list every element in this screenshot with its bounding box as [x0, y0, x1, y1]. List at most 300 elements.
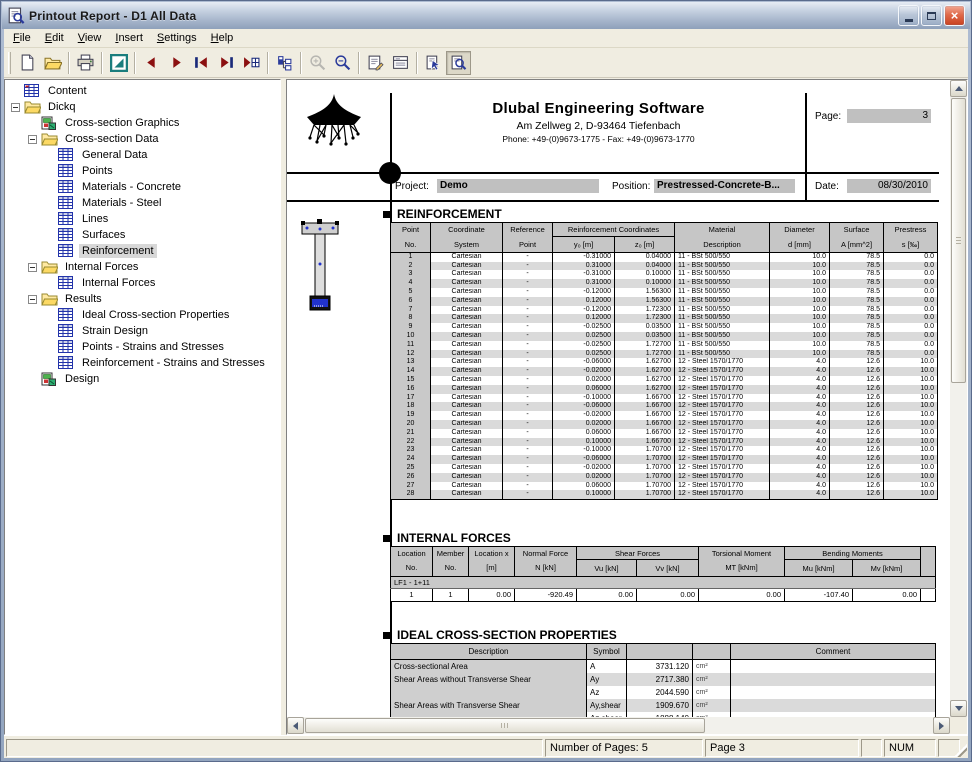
table-cell: 12 - Steel 1570/1770	[675, 482, 770, 491]
table-cell: -0.06000	[553, 455, 615, 464]
table-cell: 0.0	[884, 323, 938, 332]
table-row	[391, 482, 938, 491]
toolbar-grip[interactable]	[8, 52, 11, 74]
table-cell: 12 - Steel 1570/1770	[675, 429, 770, 438]
table-cell: 11 - BSt 500/550	[675, 297, 770, 306]
table-cell: 0.0	[884, 253, 938, 262]
table-cell: 6	[391, 297, 431, 306]
toolbar-separator	[416, 52, 418, 74]
table-cell: 10.0	[770, 332, 830, 341]
table-cell: 12 - Steel 1570/1770	[675, 446, 770, 455]
minimize-icon	[905, 19, 913, 22]
table-cell: 11	[391, 341, 431, 350]
table-cell: Cartesian	[431, 279, 503, 288]
tree-item-label: Strain Design	[82, 325, 149, 337]
table-cell: 2	[391, 262, 431, 271]
table-row	[391, 589, 936, 602]
table-cell: 0.10000	[553, 490, 615, 499]
preview-mode-icon	[450, 54, 467, 71]
collapse-expander-icon[interactable]	[28, 135, 37, 144]
table-cell: 1.70700	[615, 446, 675, 455]
vertical-scrollbar[interactable]	[950, 80, 967, 717]
menu-help[interactable]: Help	[210, 32, 234, 44]
table-row	[391, 464, 938, 473]
table-cell: 12.6	[830, 490, 884, 499]
horizontal-scrollbar[interactable]	[287, 717, 950, 734]
zoom-in-icon	[309, 54, 326, 71]
scroll-right-button[interactable]	[933, 717, 950, 734]
table-cell: 12.6	[830, 464, 884, 473]
table-cell: 12 - Steel 1570/1770	[675, 411, 770, 420]
table-icon	[58, 340, 75, 354]
table-cell: Cartesian	[431, 253, 503, 262]
table-cell: Ay,shear	[587, 699, 627, 712]
table-cell: 1.56300	[615, 297, 675, 306]
table-cell: Cartesian	[431, 358, 503, 367]
table-cell: -	[503, 402, 553, 411]
tree-item-label: Materials - Steel	[82, 197, 162, 209]
table-cell: 0.0	[884, 332, 938, 341]
table-cell: Cartesian	[431, 332, 503, 341]
folder-icon	[41, 292, 58, 306]
table-cell: 4.0	[770, 464, 830, 473]
table-cell: -	[503, 385, 553, 394]
table-cell: 8	[391, 314, 431, 323]
table-cell: -	[503, 306, 553, 315]
tree-item-general-data[interactable]	[5, 147, 280, 163]
arrow-right-icon	[939, 722, 944, 730]
table-row	[391, 341, 938, 350]
dlubal-logo	[297, 93, 371, 155]
menu-file[interactable]: File	[13, 32, 31, 44]
nav-first-button[interactable]	[189, 51, 214, 75]
nav-back-button[interactable]	[139, 51, 164, 75]
table-cell: 1	[391, 253, 431, 262]
table-cell: 12.6	[830, 482, 884, 491]
table-cell: 5	[391, 288, 431, 297]
page-setup-button[interactable]	[388, 51, 413, 75]
table-cell: 12.6	[830, 411, 884, 420]
report-page	[287, 80, 953, 721]
table-cell	[921, 589, 936, 602]
select-mode-icon	[425, 54, 442, 71]
scroll-left-button[interactable]	[287, 717, 304, 734]
properties-icon	[367, 54, 384, 71]
table-cell: Cross-sectional Area	[391, 660, 587, 674]
table-cell: 10.0	[770, 314, 830, 323]
table-cell: 4.0	[770, 482, 830, 491]
table-cell: 12 - Steel 1570/1770	[675, 420, 770, 429]
arrow-up-icon	[955, 86, 963, 91]
table-cell: 3731.120	[627, 660, 693, 674]
window-title: Printout Report - D1 All Data	[29, 8, 197, 23]
tree-item-label: Points	[82, 165, 113, 177]
table-red-icon	[24, 84, 41, 98]
table-cell: -	[503, 429, 553, 438]
table-cell: 23	[391, 446, 431, 455]
table-cell: 78.5	[830, 253, 884, 262]
graphics-view-icon	[110, 54, 128, 72]
table-cell: 9	[391, 323, 431, 332]
nav-last-button[interactable]	[214, 51, 239, 75]
table-cell: 12.6	[830, 385, 884, 394]
table-cell: -	[503, 358, 553, 367]
table-cell: 0.10000	[553, 438, 615, 447]
nav-forward-button[interactable]	[164, 51, 189, 75]
table-cell: 0.0	[884, 350, 938, 359]
select-mode-button[interactable]	[421, 51, 446, 75]
tree-item-reinforcement[interactable]	[5, 243, 280, 259]
vertical-scroll-thumb[interactable]	[951, 98, 966, 383]
table-cell: 0.12000	[553, 314, 615, 323]
load-case-group-row: LF1 - 1+11	[391, 577, 936, 589]
table-cell: 1.66700	[615, 420, 675, 429]
page-number-field: 3	[847, 109, 931, 123]
preview-mode-button[interactable]	[446, 51, 471, 75]
table-row	[391, 490, 938, 499]
close-button[interactable]	[944, 5, 965, 26]
table-cell: 78.5	[830, 279, 884, 288]
table-cell: -0.12000	[553, 306, 615, 315]
table-row	[391, 306, 938, 315]
report-viewport	[286, 79, 968, 735]
table-cell: Cartesian	[431, 350, 503, 359]
tree-item-label: Internal Forces	[65, 261, 139, 273]
table-cell: 16	[391, 385, 431, 394]
tree-item-label: Surfaces	[82, 229, 126, 241]
tree-item-label: Lines	[82, 213, 109, 225]
table-cell: Cartesian	[431, 438, 503, 447]
table-cell: 12.6	[830, 455, 884, 464]
table-row	[391, 673, 936, 686]
tree-item-content[interactable]	[5, 83, 280, 99]
table-icon	[58, 212, 75, 226]
arrow-left-icon	[293, 722, 298, 730]
table-cell: 11 - BSt 500/550	[675, 306, 770, 315]
ideal-properties-table: Description Symbol Comment Cross-sectional Area A 3731.120 cm² Shear Areas without Transverse Shear Ay 2717.380 cm² Az 2044.590 cm² Shear Areas with Transverse Shear Ay,shear 1909.670 cm²	[390, 643, 936, 721]
table-cell: 11 - BSt 500/550	[675, 253, 770, 262]
table-cell: 4.0	[770, 358, 830, 367]
table-cell: 11 - BSt 500/550	[675, 279, 770, 288]
tree-item-cross-section-data[interactable]	[5, 131, 280, 147]
nav-back-icon	[143, 54, 160, 71]
scroll-down-button[interactable]	[950, 700, 967, 717]
menu-view[interactable]: View	[77, 32, 102, 44]
table-cell: 10.0	[884, 429, 938, 438]
print-preview-window-icon	[7, 7, 25, 25]
table-cell: -	[503, 367, 553, 376]
table-cell: -	[503, 482, 553, 491]
menu-settings[interactable]: Settings	[156, 32, 197, 44]
table-cell: 1.70700	[615, 464, 675, 473]
tree-item-lines[interactable]	[5, 211, 280, 227]
table-cell: 12 - Steel 1570/1770	[675, 402, 770, 411]
table-cell: 10.0	[770, 350, 830, 359]
tree-item-internal-forces[interactable]	[5, 259, 280, 275]
table-cell: 0.04000	[615, 262, 675, 271]
tree-item-materials-concrete[interactable]	[5, 179, 280, 195]
table-cell: Cartesian	[431, 270, 503, 279]
table-cell: 1.66700	[615, 394, 675, 403]
nav-forward-icon	[168, 54, 185, 71]
table-cell: 1.66700	[615, 411, 675, 420]
table-cell: 78.5	[830, 350, 884, 359]
table-cell: -	[503, 332, 553, 341]
tree-item-surfaces[interactable]	[5, 227, 280, 243]
table-icon	[58, 164, 75, 178]
table-cell: 10.0	[884, 385, 938, 394]
table-cell: -	[503, 455, 553, 464]
table-cell: 4.0	[770, 367, 830, 376]
table-cell: 17	[391, 394, 431, 403]
tree-item-design[interactable]	[5, 371, 280, 387]
table-cell: 11 - BSt 500/550	[675, 288, 770, 297]
table-cell: 12 - Steel 1570/1770	[675, 490, 770, 499]
table-cell: 1.62700	[615, 376, 675, 385]
table-row	[391, 473, 938, 482]
table-cell: 18	[391, 402, 431, 411]
table-cell: -0.02000	[553, 367, 615, 376]
table-cell: 4.0	[770, 411, 830, 420]
table-cell: 4.0	[770, 385, 830, 394]
table-cell: 10.0	[884, 464, 938, 473]
table-cell: -0.12000	[553, 288, 615, 297]
status-current-page-panel: Page 3	[705, 739, 859, 757]
table-cell: 1.70700	[615, 473, 675, 482]
table-cell: 10.0	[884, 473, 938, 482]
table-cell: 0.0	[884, 314, 938, 323]
table-cell: 10.0	[770, 297, 830, 306]
tree-item-cross-section-graphics[interactable]	[5, 115, 280, 131]
horizontal-scroll-thumb[interactable]	[305, 718, 705, 733]
tree-item-points-strains-and-stresses[interactable]	[5, 339, 280, 355]
section-title-ideal-properties: IDEAL CROSS-SECTION PROPERTIES	[383, 628, 617, 642]
project-field: Demo	[437, 179, 599, 193]
tree-item-label: Content	[48, 85, 87, 97]
table-cell: Cartesian	[431, 420, 503, 429]
table-cell: 0.02500	[553, 350, 615, 359]
table-cell: 0.31000	[553, 279, 615, 288]
table-cell: 2044.590	[627, 686, 693, 699]
table-cell: 0.04000	[615, 253, 675, 262]
table-cell: 10.0	[884, 455, 938, 464]
table-icon	[58, 196, 75, 210]
tree-item-ideal-cross-section-properties[interactable]	[5, 307, 280, 323]
table-cell: Cartesian	[431, 482, 503, 491]
properties-button[interactable]	[363, 51, 388, 75]
company-block	[392, 100, 805, 144]
table-cell: 12.6	[830, 367, 884, 376]
scroll-up-button[interactable]	[950, 80, 967, 97]
tree-item-strain-design[interactable]	[5, 323, 280, 339]
table-row	[391, 385, 938, 394]
table-row	[391, 367, 938, 376]
table-cell: 12 - Steel 1570/1770	[675, 473, 770, 482]
table-cell: 0.0	[884, 262, 938, 271]
table-cell: -	[503, 262, 553, 271]
internal-forces-table: Location Member Location x Normal Force Shear Forces Torsional Moment Bending Moments No. No. [m] N [kN] Vu [kN] Vv [kN] MT [kNm] Mu [kNm] Mv [kNm] LF1 - 1+11 1 1 0.00 -920.49 0.00 0.00 0.00 -107.40 0.00	[390, 546, 936, 602]
table-cell: Cartesian	[431, 385, 503, 394]
menu-insert[interactable]: Insert	[115, 32, 143, 44]
table-icon	[58, 148, 75, 162]
table-cell: 1.66700	[615, 402, 675, 411]
tree-item-reinforcement-strains-and-stresses[interactable]	[5, 355, 280, 371]
table-row	[391, 314, 938, 323]
table-cell: cm²	[693, 673, 731, 686]
table-cell: -	[503, 314, 553, 323]
table-cell: A	[587, 660, 627, 674]
table-icon	[58, 180, 75, 194]
table-row	[391, 429, 938, 438]
table-cell: -	[503, 376, 553, 385]
tree-item-internal-forces[interactable]	[5, 275, 280, 291]
report-navigator-tree	[4, 79, 281, 735]
titlebar	[2, 2, 970, 29]
table-cell: 11 - BSt 500/550	[675, 332, 770, 341]
table-cell: 21	[391, 429, 431, 438]
table-cell: 0.03500	[615, 332, 675, 341]
table-cell: 11 - BSt 500/550	[675, 341, 770, 350]
table-cell: -	[503, 446, 553, 455]
table-row	[391, 438, 938, 447]
table-row	[391, 446, 938, 455]
table-cell: -920.49	[515, 589, 577, 602]
table-cell: 2717.380	[627, 673, 693, 686]
table-cell: 13	[391, 358, 431, 367]
menu-edit[interactable]: Edit	[44, 32, 64, 44]
open-folder-button[interactable]	[40, 51, 65, 75]
table-cell: 10.0	[884, 376, 938, 385]
table-cell: -0.10000	[553, 446, 615, 455]
header-right-rule	[805, 93, 807, 200]
print-icon	[77, 54, 94, 71]
table-cell: 12.6	[830, 446, 884, 455]
tree-item-results[interactable]	[5, 291, 280, 307]
table-cell: 12 - Steel 1570/1770	[675, 438, 770, 447]
tree-item-label: Cross-section Graphics	[65, 117, 180, 129]
table-cell: Az	[587, 686, 627, 699]
table-cell: 10.0	[770, 262, 830, 271]
table-cell: 27	[391, 482, 431, 491]
toolbar-separator	[358, 52, 360, 74]
table-row	[391, 350, 938, 359]
page-structure-button[interactable]	[272, 51, 297, 75]
table-cell: 12 - Steel 1570/1770	[675, 385, 770, 394]
table-row	[391, 297, 938, 306]
table-cell: 78.5	[830, 306, 884, 315]
company-address: Am Zellweg 2, D-93464 Tiefenbach	[516, 120, 681, 132]
table-cell: 14	[391, 367, 431, 376]
table-cell: 78.5	[830, 288, 884, 297]
resize-grip[interactable]	[954, 744, 967, 757]
table-cell: 12 - Steel 1570/1770	[675, 464, 770, 473]
table-cell: 78.5	[830, 270, 884, 279]
nav-first-icon	[193, 54, 210, 71]
arrow-down-icon	[955, 706, 963, 711]
menu-bar	[4, 29, 968, 48]
print-button[interactable]	[73, 51, 98, 75]
table-cell: -	[503, 411, 553, 420]
table-cell: -0.10000	[553, 394, 615, 403]
table-cell: 1	[391, 589, 433, 602]
table-cell: 4.0	[770, 490, 830, 499]
table-cell: 0.0	[884, 341, 938, 350]
table-cell: 12.6	[830, 358, 884, 367]
tree-item-materials-steel[interactable]	[5, 195, 280, 211]
table-row	[391, 358, 938, 367]
table-cell: 4.0	[770, 429, 830, 438]
table-cell: 1.72300	[615, 314, 675, 323]
nav-goto-page-button[interactable]	[239, 51, 264, 75]
table-cell: 0.02000	[553, 473, 615, 482]
table-cell: 78.5	[830, 262, 884, 271]
table-cell: 78.5	[830, 332, 884, 341]
zoom-in-button[interactable]	[305, 51, 330, 75]
new-document-button[interactable]	[15, 51, 40, 75]
tree-item-label: Results	[65, 293, 102, 305]
table-cell: -0.02000	[553, 464, 615, 473]
table-cell: 0.03500	[615, 323, 675, 332]
table-cell: -	[503, 288, 553, 297]
table-cell: 10.0	[770, 279, 830, 288]
table-cell: 0.02500	[553, 332, 615, 341]
table-cell: 28	[391, 490, 431, 499]
collapse-expander-icon[interactable]	[11, 103, 20, 112]
table-cell: Cartesian	[431, 455, 503, 464]
table-cell: Cartesian	[431, 376, 503, 385]
table-cell: 12.6	[830, 438, 884, 447]
table-cell: 25	[391, 464, 431, 473]
table-row	[391, 394, 938, 403]
table-cell: 10.0	[884, 446, 938, 455]
table-cell: -0.06000	[553, 402, 615, 411]
table-cell: Cartesian	[431, 446, 503, 455]
table-cell: 11 - BSt 500/550	[675, 323, 770, 332]
maximize-button[interactable]	[921, 5, 942, 26]
table-row	[391, 411, 938, 420]
tree-item-dickq[interactable]	[5, 99, 280, 115]
status-num-lock-panel: NUM	[884, 739, 936, 757]
table-cell: 0.0	[884, 279, 938, 288]
table-cell: 0.00	[469, 589, 515, 602]
table-cell: -	[503, 350, 553, 359]
table-cell: 0.00	[699, 589, 785, 602]
zoom-out-button[interactable]	[330, 51, 355, 75]
table-cell: 0.06000	[553, 482, 615, 491]
table-cell: -	[503, 420, 553, 429]
collapse-expander-icon[interactable]	[28, 263, 37, 272]
table-cell: 0.12000	[553, 297, 615, 306]
table-cell: 10.0	[770, 306, 830, 315]
table-cell	[731, 686, 936, 699]
graphics-view-button[interactable]	[106, 51, 131, 75]
minimize-button[interactable]	[898, 5, 919, 26]
table-icon	[58, 356, 75, 370]
tree-item-points[interactable]	[5, 163, 280, 179]
table-cell: Cartesian	[431, 411, 503, 420]
table-cell: 11 - BSt 500/550	[675, 262, 770, 271]
collapse-expander-icon[interactable]	[28, 295, 37, 304]
table-cell: cm²	[693, 699, 731, 712]
toolbar-separator	[68, 52, 70, 74]
table-cell: 4.0	[770, 438, 830, 447]
table-cell: Cartesian	[431, 262, 503, 271]
nav-last-icon	[218, 54, 235, 71]
table-cell: 10.0	[884, 420, 938, 429]
toolbar-separator	[101, 52, 103, 74]
table-cell: 12 - Steel 1570/1770	[675, 455, 770, 464]
tree-item-label: Reinforcement - Strains and Stresses	[82, 357, 265, 369]
